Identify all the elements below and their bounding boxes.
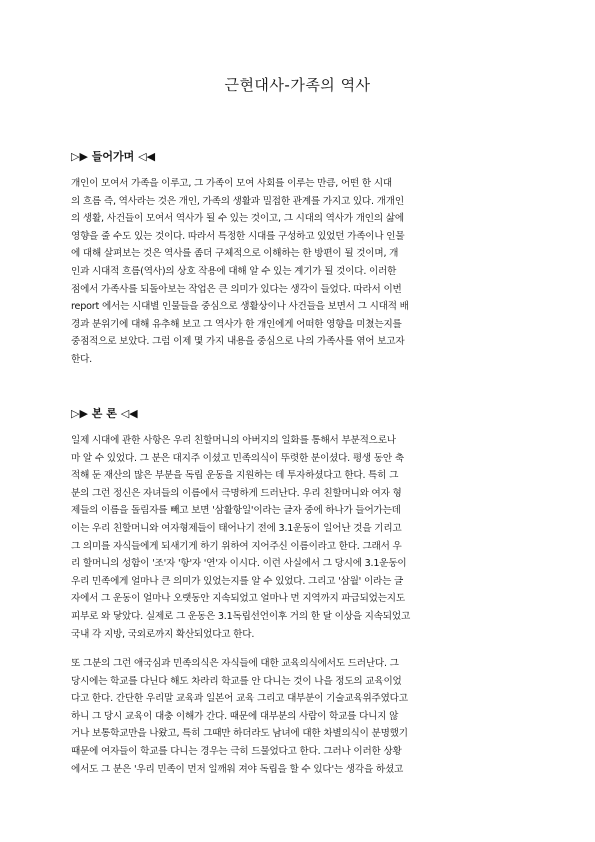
- right-arrow-icon: ◁◀: [120, 407, 138, 420]
- text-line: 에서도 그 분은 '우리 민족이 먼저 일깨워 져야 독립을 할 수 있다'는 생각을 하셨고: [71, 763, 404, 775]
- main-heading-text: 본 론: [91, 407, 117, 420]
- text-line: 다고 한다. 간단한 우리말 교육과 일본어 교육 그리고 대부분이 기술교육위주였다고: [71, 693, 408, 705]
- document-title: 근현대사-가족의 역사: [224, 76, 371, 94]
- text-line: 의 흐름 즉, 역사라는 것은 개인, 가족의 생활과 밀접한 관계를 가지고 있다. 개개인: [71, 195, 404, 207]
- main-paragraph-2: [71, 655, 526, 778]
- text-line: 자에서 그 운동이 얼마나 오랫동안 지속되었고 얼마나 먼 지역까지 파급되었는지도: [71, 593, 405, 605]
- text-line: 개인이 모여서 가족을 이루고, 그 가족이 모여 사회를 이루는 만큼, 어떤 한 시대: [71, 178, 392, 189]
- text-line: 그 의미를 자식들에게 되새기게 하기 위하여 지어주신 이름이라고 한다. 그래서 우: [71, 540, 402, 552]
- left-arrow-icon: ▷▶: [71, 150, 88, 163]
- text-line: 거나 보통학교만을 나왔고, 특히 그때만 하더라도 남녀에 대한 차별의식이 분명했기: [71, 728, 408, 740]
- intro-paragraph: [71, 175, 526, 369]
- text-line: 제들의 이름을 돌림자를 빼고 보면 '삼활항일'이라는 글자 중에 하나가 들어가는데: [71, 505, 401, 517]
- intro-heading: [71, 148, 155, 164]
- text-line: report 에서는 시대별 인물들을 중심으로 생활상이나 사건들을 보면서 그 시대적 배: [71, 301, 409, 313]
- text-line: 때문에 여자들이 학교를 다니는 경우는 극히 드물었다고 한다. 그러나 이러한 상황: [71, 745, 402, 757]
- text-line: 한다.: [71, 353, 92, 365]
- text-line: 이는 우리 친할머니와 여자형제들이 태어나기 전에 3.1운동이 일어난 것을 기리고: [71, 522, 402, 534]
- left-arrow-icon: ▷▶: [71, 407, 88, 420]
- text-line: 우리 민족에게 얼마나 큰 의미가 있었는지를 알 수 있었다. 그리고 '삼월' 이라는 글: [71, 575, 404, 587]
- text-line: 인과 시대적 흐름(역사)의 상호 작용에 대해 알 수 있는 계기가 될 것이다. 이러한: [71, 265, 397, 277]
- text-line: 의 생활, 사건들이 모여서 역사가 될 수 있는 것이고, 그 시대의 역사가 개인의 삶에: [71, 213, 404, 225]
- text-line: 또 그분의 그런 애국심과 민족의식은 자식들에 대한 교육의식에서도 드러난다. 그: [71, 658, 399, 669]
- text-line: 적해 둔 재산의 많은 부분을 독립 운동을 지원하는 데 투자하셨다고 한다. 특히 그: [71, 470, 399, 482]
- text-line: 분의 그런 정신은 자녀들의 이름에서 극명하게 드러난다. 우리 친할머니와 여자 형: [71, 487, 402, 499]
- text-line: 하니 그 당시 교육이 대충 이해가 간다. 때문에 대부분의 사람이 학교를 다니지 않: [71, 710, 399, 722]
- text-line: 마 알 수 있었다. 그 분은 대지주 이셨고 민족의식이 뚜렷한 분이셨다. 평생 동안 축: [71, 452, 404, 464]
- intro-heading-text: 들어가며: [91, 150, 135, 163]
- main-heading: [71, 405, 138, 421]
- text-line: 영향을 줄 수도 있는 것이다. 따라서 특정한 시대를 구성하고 있었던 가족이나 인물: [71, 230, 405, 242]
- text-line: 점에서 가족사를 되돌아보는 작업은 큰 의미가 있다는 생각이 들었다. 따라서 이번: [71, 283, 402, 295]
- text-line: 피부로 와 닿았다. 실제로 그 운동은 3.1독립선언이후 거의 한 달 이상을 지속되었고: [71, 610, 411, 622]
- text-line: 경과 분위기에 대해 유추해 보고 그 역사가 한 개인에게 어떠한 영향을 미쳤는지를: [71, 318, 402, 330]
- right-arrow-icon: ◁◀: [138, 150, 156, 163]
- text-line: 일제 시대에 관한 사항은 우리 친할머니의 아버지의 일화를 통해서 부분적으로나: [71, 435, 396, 446]
- main-paragraph-1: [71, 432, 526, 643]
- text-line: 중점적으로 보았다. 그럼 이제 몇 가지 내용을 중심으로 나의 가족사를 엮어 보고자: [71, 336, 405, 348]
- text-line: 당시에는 학교를 다닌다 해도 차라리 학교를 안 다니는 것이 나을 정도의 교육이었: [71, 675, 402, 687]
- text-line: 리 할머니의 성함이 '조'자 '항'자 '연'자 이시다. 이런 사실에서 그 당시에 3.1운동이: [71, 558, 407, 570]
- text-line: 에 대해 살펴보는 것은 역사를 좀더 구체적으로 이해하는 한 방편이 될 것이며, 개: [71, 248, 399, 260]
- text-line: 국내 각 지방, 국외로까지 확산되었다고 한다.: [71, 628, 255, 640]
